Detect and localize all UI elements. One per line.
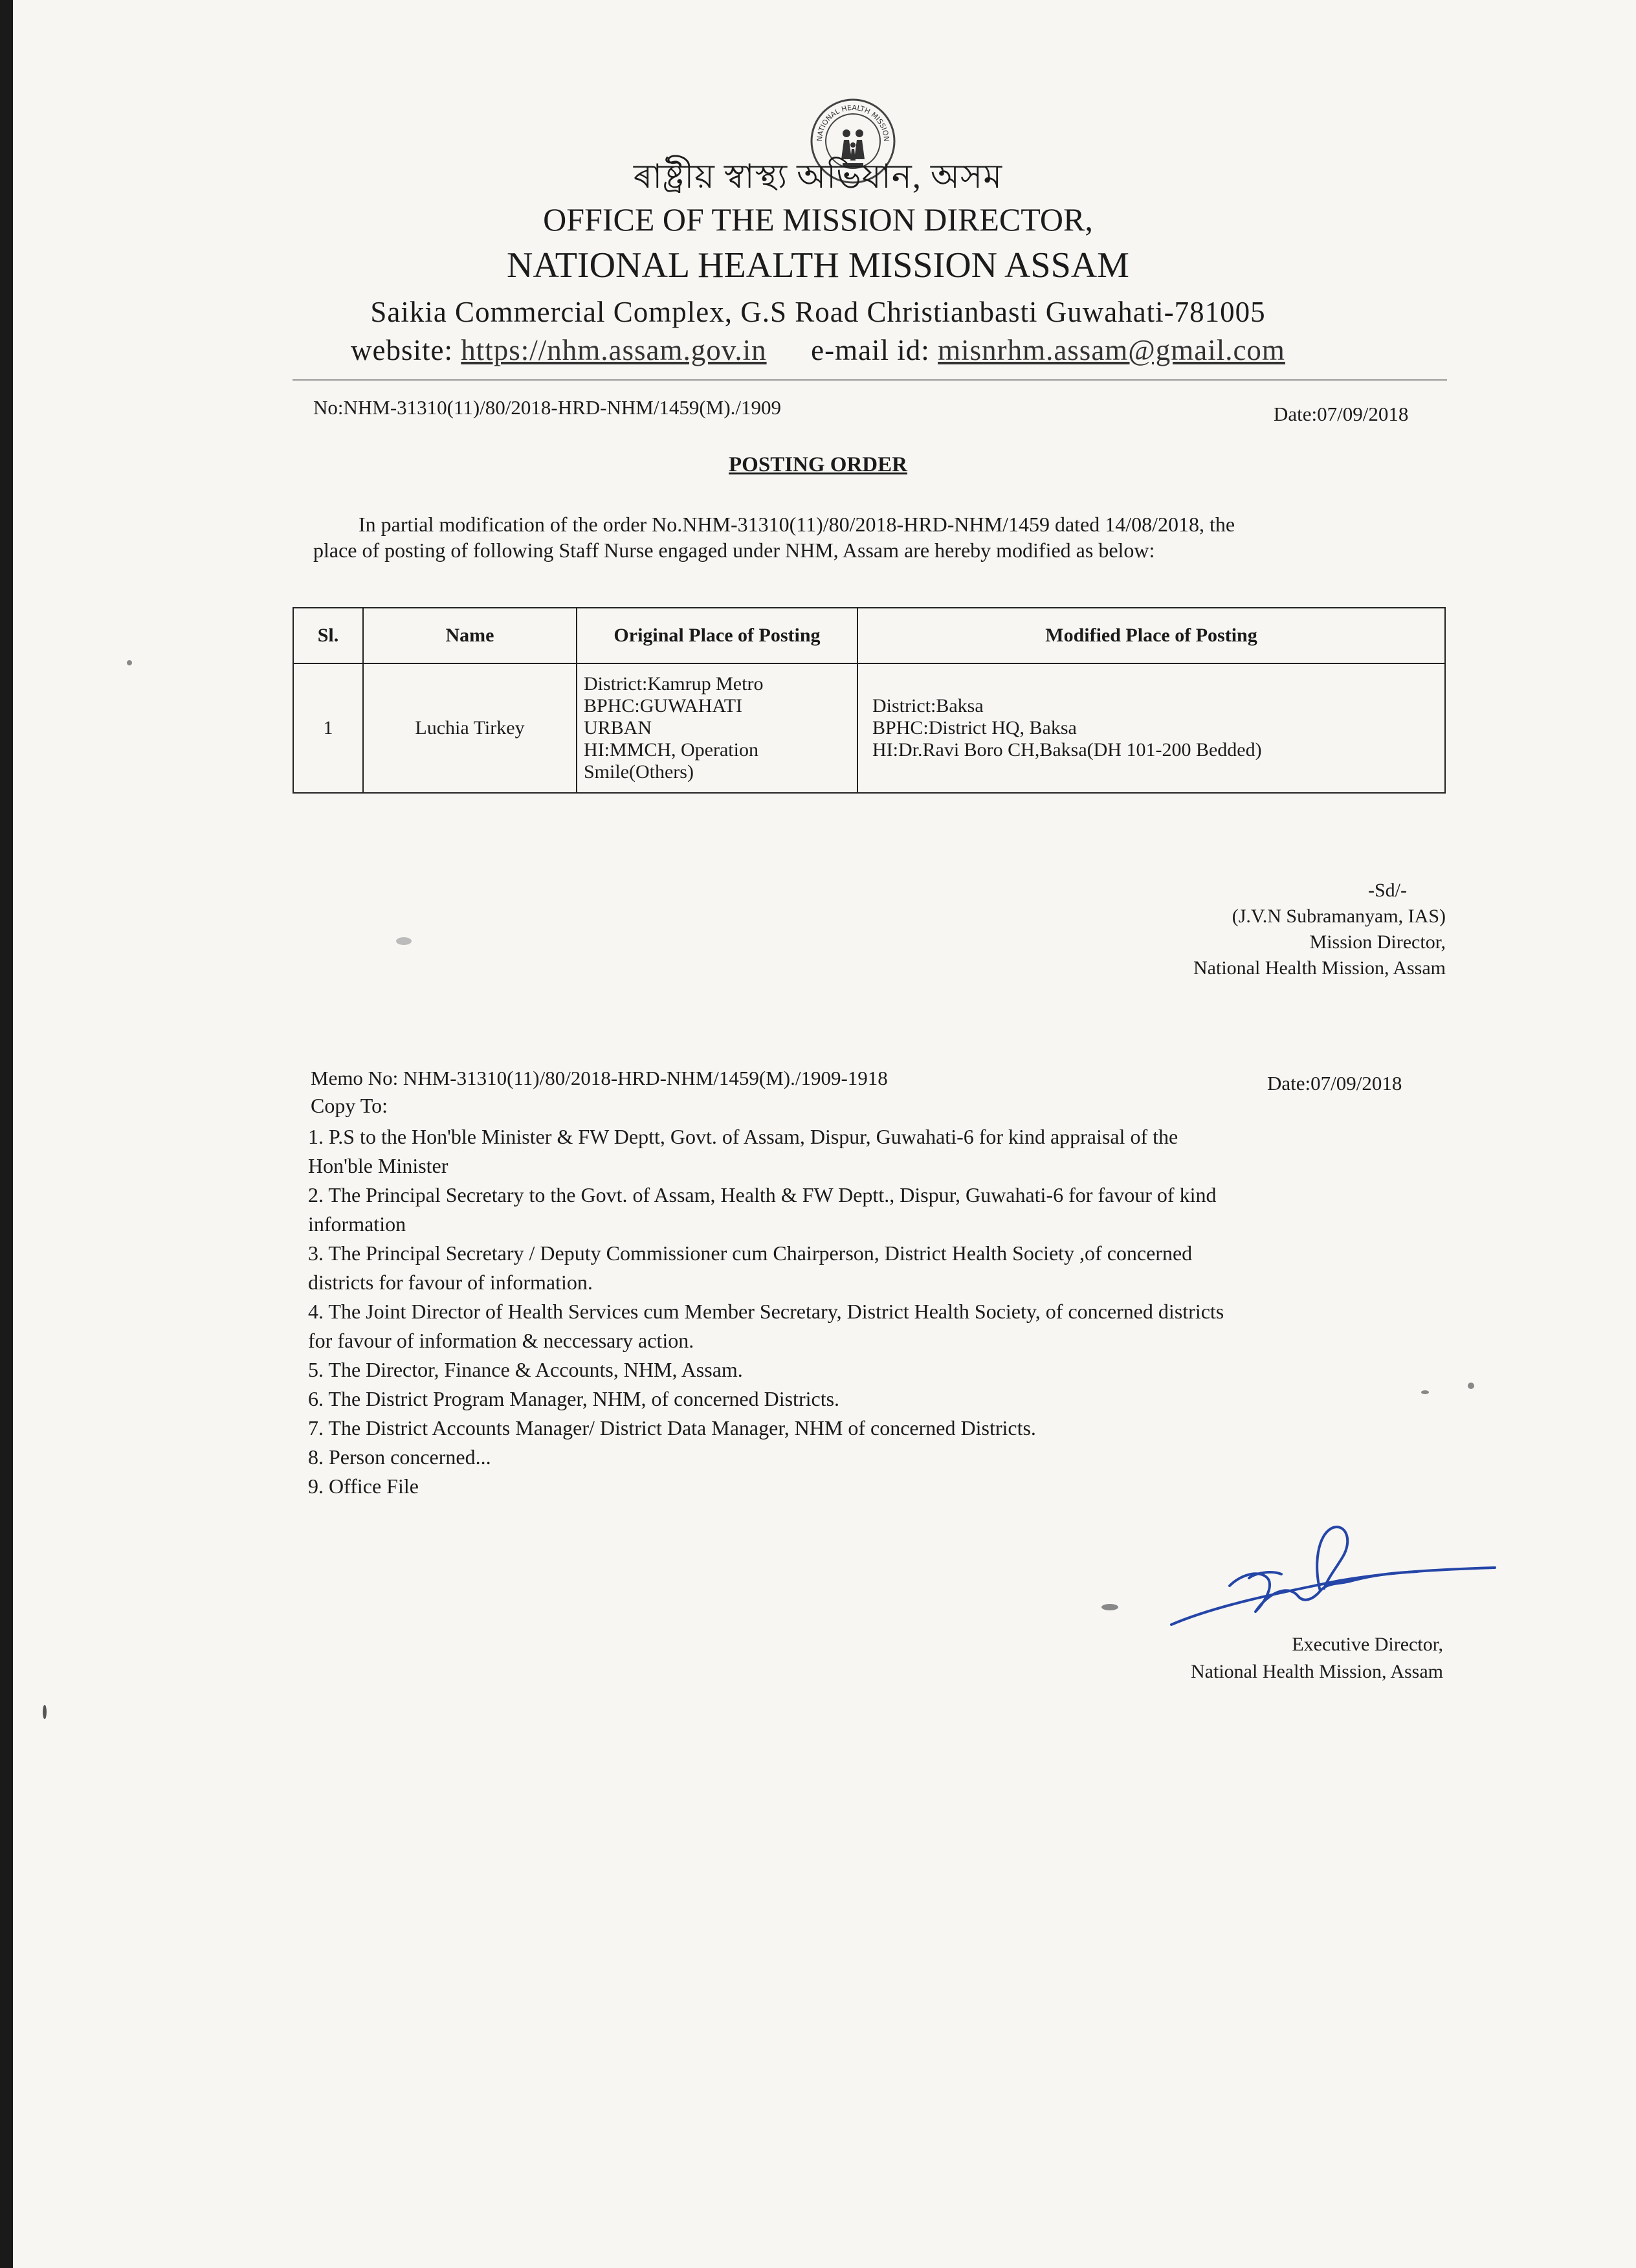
email-label: e-mail id: <box>811 334 930 366</box>
logo-text: NATIONAL HEALTH MISSION <box>815 103 891 142</box>
letterhead-divider <box>293 379 1447 381</box>
order-number: No:NHM-31310(11)/80/2018-HRD-NHM/1459(M)./1909 <box>313 396 782 419</box>
executive-director-block <box>1100 1631 1443 1685</box>
cell-original <box>577 663 857 793</box>
list-item: information <box>308 1212 406 1236</box>
sd-mark: -Sd/- <box>1368 880 1407 901</box>
signatory-name: (J.V.N Subramanyam, IAS) <box>1232 906 1446 927</box>
cell-modified <box>857 663 1445 793</box>
email-link[interactable]: misnrhm.assam@gmail.com <box>938 334 1285 366</box>
scan-speck <box>127 660 132 665</box>
signatory-org: National Health Mission, Assam <box>1193 957 1446 979</box>
original-line: URBAN <box>584 717 652 739</box>
executive-signature <box>1158 1508 1508 1644</box>
website-label: website: <box>351 334 454 366</box>
paragraph-line-1: In partial modification of the order No.NHM-31310(11)/80/2018-HRD-NHM/1459 dated 14/08/2018, the <box>359 513 1235 536</box>
order-date: Date:07/09/2018 <box>1274 403 1409 425</box>
list-item: 2. The Principal Secretary to the Govt. of Assam, Health & FW Deptt., Dispur, Guwahati-6 for favour of kind <box>308 1183 1217 1206</box>
scan-speck <box>1468 1383 1474 1389</box>
list-item: for favour of information & neccessary action. <box>308 1329 694 1352</box>
copy-to-label: Copy To: <box>311 1094 388 1117</box>
list-item: 7. The District Accounts Manager/ District Data Manager, NHM of concerned Districts. <box>308 1416 1036 1440</box>
list-item: 3. The Principal Secretary / Deputy Commissioner cum Chairperson, District Health Society ,of concerned <box>308 1241 1193 1265</box>
list-item: Hon'ble Minister <box>308 1154 448 1177</box>
copy-list <box>308 1122 1447 1501</box>
cell-sl: 1 <box>293 663 363 793</box>
list-item: 5. The Director, Finance & Accounts, NHM, Assam. <box>308 1358 743 1381</box>
header-sl: Sl. <box>293 608 363 663</box>
memo-number: Memo No: NHM-31310(11)/80/2018-HRD-NHM/1459(M)./1909-1918 <box>311 1067 888 1089</box>
original-line: BPHC:GUWAHATI <box>584 695 743 717</box>
table-row <box>293 663 1445 793</box>
signatory-designation: Mission Director, <box>1309 931 1446 953</box>
executive-org: National Health Mission, Assam <box>1191 1661 1443 1682</box>
letterhead-contact <box>0 333 1636 367</box>
original-line: District:Kamrup Metro <box>584 673 764 695</box>
header-modified: Modified Place of Posting <box>857 608 1445 663</box>
header-original: Original Place of Posting <box>577 608 857 663</box>
order-paragraph <box>313 511 1426 563</box>
letterhead-address: Saikia Commercial Complex, G.S Road Christianbasti Guwahati-781005 <box>370 296 1266 328</box>
list-item: 8. Person concerned... <box>308 1445 491 1469</box>
scan-speck <box>396 937 412 945</box>
header-name: Name <box>363 608 577 663</box>
letterhead-org: NATIONAL HEALTH MISSION ASSAM <box>507 245 1129 285</box>
scan-speck <box>1421 1390 1429 1394</box>
scan-speck <box>43 1705 47 1719</box>
document-title: POSTING ORDER <box>729 453 907 476</box>
mission-director-block <box>1100 878 1446 981</box>
cell-name: Luchia Tirkey <box>363 663 577 793</box>
list-item: 4. The Joint Director of Health Services cum Member Secretary, District Health Society, of concerned districts <box>308 1300 1224 1323</box>
original-line: HI:MMCH, Operation <box>584 739 758 761</box>
executive-designation: Executive Director, <box>1292 1634 1443 1655</box>
scan-speck <box>1101 1604 1118 1610</box>
modified-line: HI:Dr.Ravi Boro CH,Baksa(DH 101-200 Bedded) <box>872 739 1262 761</box>
modified-line: District:Baksa <box>872 695 984 717</box>
list-item: 9. Office File <box>308 1474 419 1498</box>
table-header-row <box>293 608 1445 663</box>
list-item: districts for favour of information. <box>308 1271 593 1294</box>
website-link[interactable]: https://nhm.assam.gov.in <box>461 334 767 366</box>
list-item: 1. P.S to the Hon'ble Minister & FW Deptt, Govt. of Assam, Dispur, Guwahati-6 for kind appraisal of the <box>308 1125 1178 1148</box>
list-item: 6. The District Program Manager, NHM, of concerned Districts. <box>308 1387 840 1410</box>
modified-line: BPHC:District HQ, Baksa <box>872 717 1077 739</box>
letterhead-office: OFFICE OF THE MISSION DIRECTOR, <box>543 201 1093 238</box>
paragraph-line-2: place of posting of following Staff Nurse engaged under NHM, Assam are hereby modified as below: <box>313 539 1155 562</box>
memo-date: Date:07/09/2018 <box>1267 1072 1402 1095</box>
posting-table <box>293 607 1446 794</box>
original-line: Smile(Others) <box>584 761 694 783</box>
letterhead-assamese: ৰাষ্ট্ৰীয় স্বাস্থ্য অভিযান, অসম <box>633 159 1003 195</box>
